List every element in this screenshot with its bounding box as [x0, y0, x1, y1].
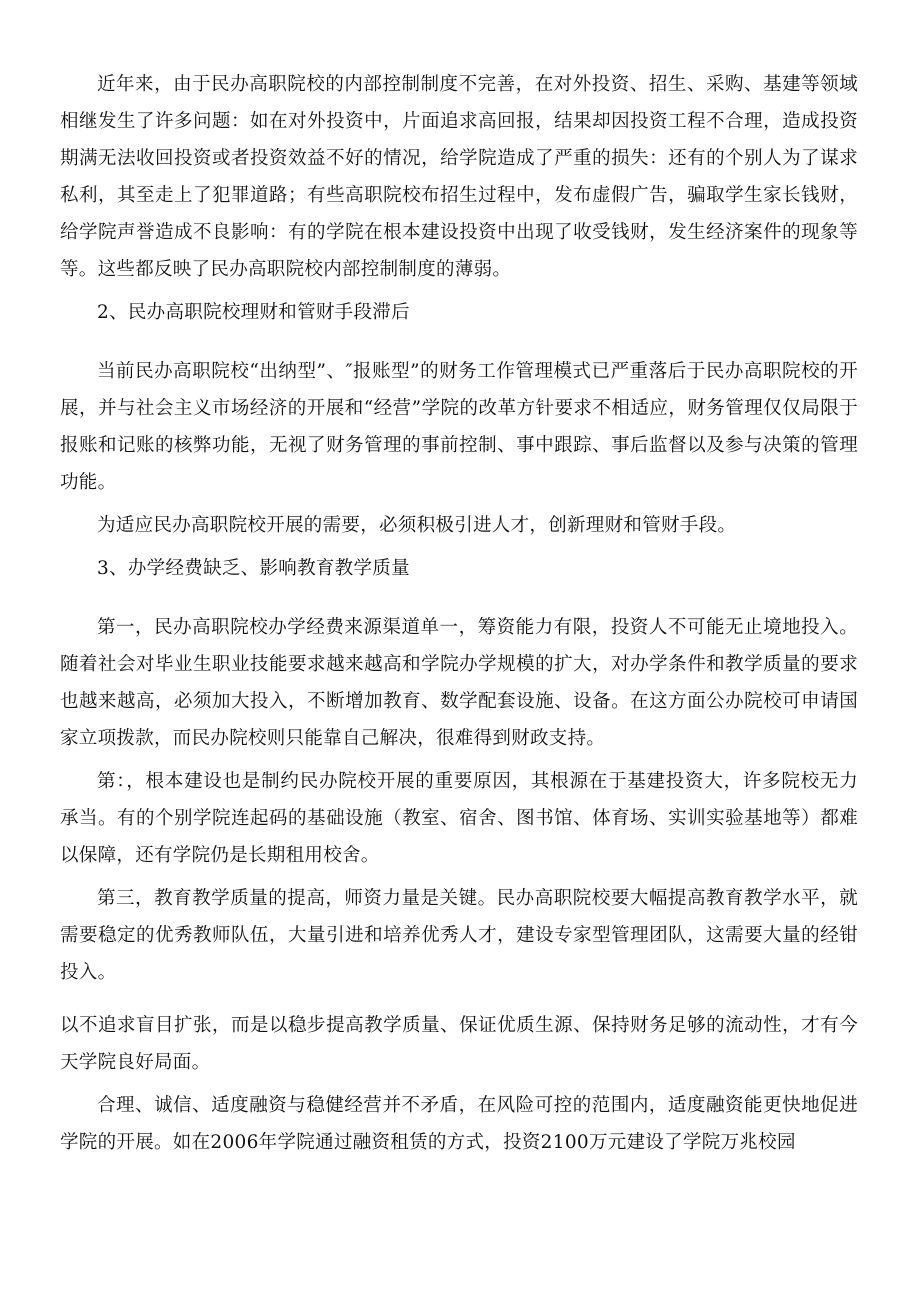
paragraph-moderate-financing: 合理、诚信、适度融资与稳健经营并不矛盾，在风险可控的范围内，适度融资能更快地促进学院的开展。如在2006年学院通过融资租赁的方式，投资2100万元建设了学院万兆校园	[60, 1095, 858, 1153]
paragraph-finance-management-model: 当前民办高职院校“出纳型”、″报账型”的财务工作管理模式已严重落后于民办高职院校的开展，并与社会主义市场经济的开展和“经营”学院的改革方针要求不相适应，财务管理仅仅局限于报账和记账的核弊功能，无视了财务管理的事前控制、事中跟踪、事后监督以及参与决策的管理功能。	[60, 361, 858, 493]
paragraph-first-funding-sources: 第一，民办高职院校办学经费来源渠道单一，筹资能力有限，投资人不可能无止境地投入。随着社会对毕业生职业技能要求越来越高和学院办学规模的扩大，对办学条件和教学质量的要求也越来越高，必须加大投入，不断增加教育、数学配套设施、设备。在这方面公办院校可申请国家立项拨款，而民办院校则只能靠自己解决，很难得到财政支持。	[60, 617, 858, 749]
section-heading-2: 2、民办高职院校理财和管财手段滞后	[97, 302, 410, 323]
paragraph-innovate-finance: 为适应民办高职院校开展的需要，必须积极引进人才，创新理财和管财手段。	[97, 515, 737, 536]
paragraph-third-teaching-staff: 第三，教育教学质量的提高，师资力量是关键。民办高职院校要大幅提高教育教学水平，就需要稳定的优秀教师队伍，大量引进和培养优秀人才，建设专家型管理团队，这需要大量的经钳投入。	[60, 888, 858, 983]
section-heading-3: 3、办学经费缺乏、影响教育教学质量	[97, 558, 410, 579]
paragraph-steady-growth: 以不追求盲目扩张，而是以稳步提高教学质量、保证优质生源、保持财务足够的流动性，才有今天学院良好局面。	[60, 1015, 858, 1073]
paragraph-second-infrastructure: 第：，根本建设也是制约民办院校开展的重要原因，其根源在于基建投资大，许多院校无力承当。有的个别学院连起码的基础设施（教室、宿舍、图书馆、体育场、实训实验基地等）都难以保障，还有学院仍是长期租用校舍。	[60, 771, 858, 866]
paragraph-internal-control-problems: 近年来，由于民办高职院校的内部控制制度不完善，在对外投资、招生、采购、基建等领域相继发生了许多问题：如在对外投资中，片面追求高回报，结果却因投资工程不合理，造成投资期满无法收回投资或者投资效益不好的情况，给学院造成了严重的损失：还有的个别人为了谋求私利，其至走上了犯罪道路；有些高职院校布招生过程中，发布虚假广告，骗取学生家长钱财，给学院声誉造成不良影响：有的学院在根本建设投资中出现了收受钱财，发生经济案件的现象等等。这些都反映了民办高职院校内部控制制度的薄弱。	[60, 74, 858, 280]
